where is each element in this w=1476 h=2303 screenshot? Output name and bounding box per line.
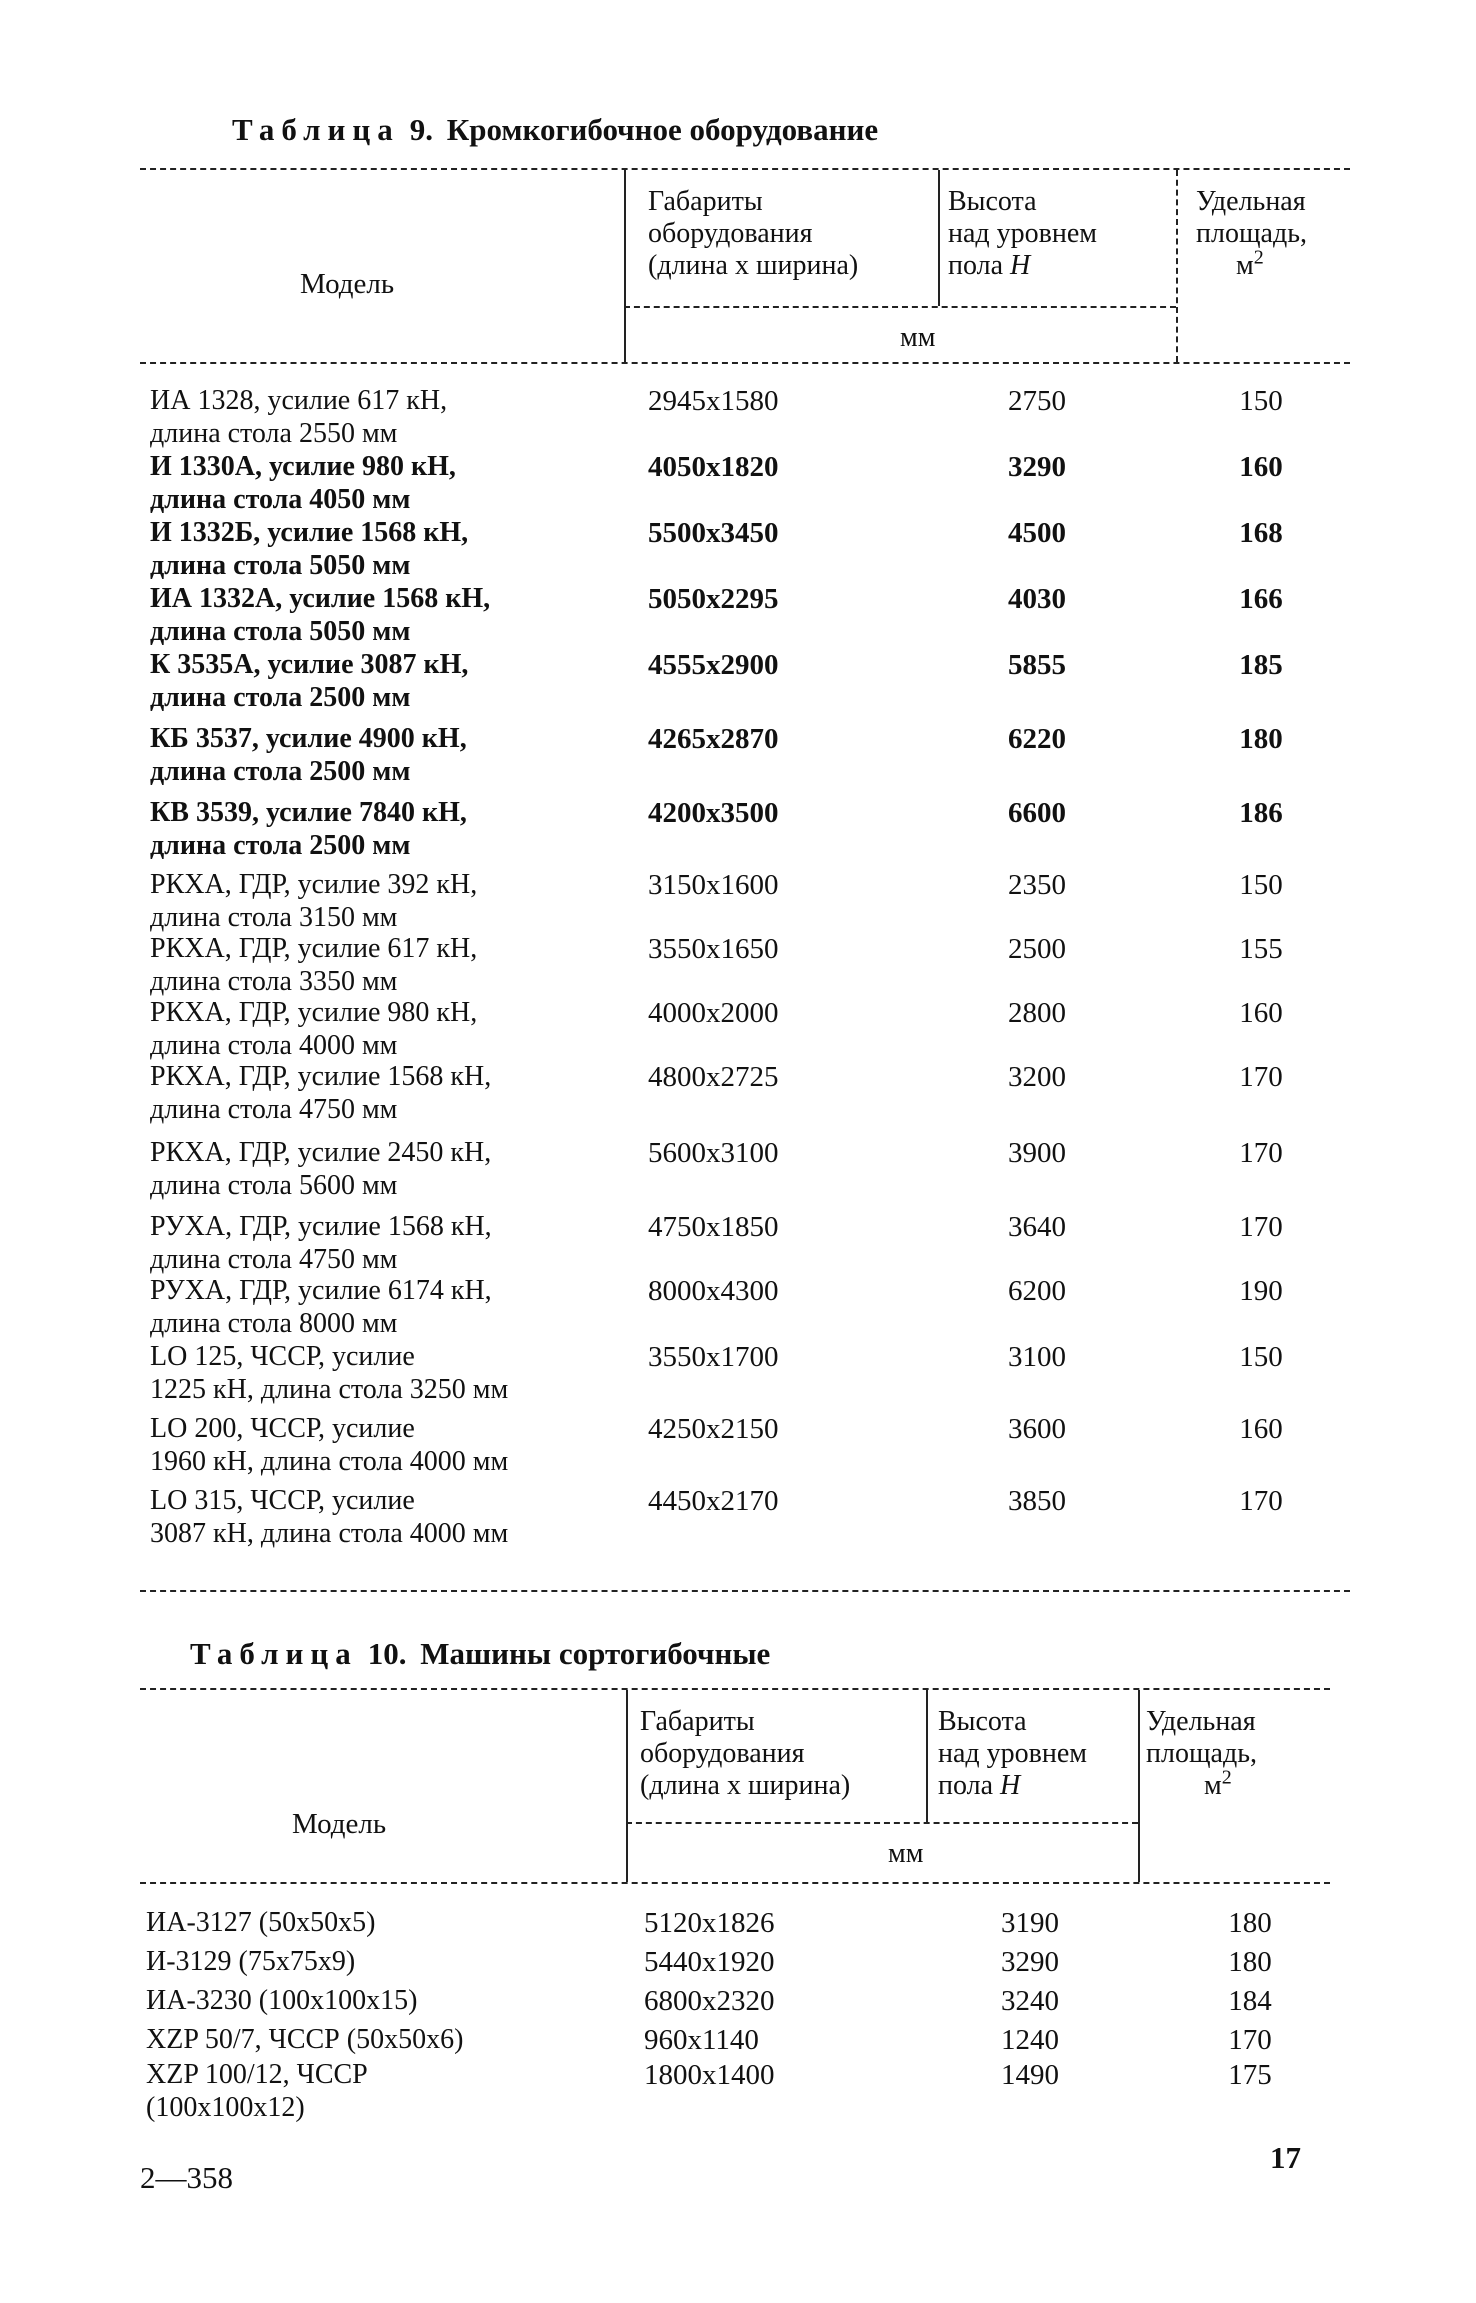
table9-row-14-dims: 8000х4300 [648, 1275, 779, 1307]
table9-row-13-model [150, 1210, 492, 1276]
table9-col-divider-2 [938, 170, 940, 306]
table9-row-2-model-line-2: длина стола 4050 мм [150, 484, 411, 515]
table9-row-2-model [150, 450, 456, 516]
table9-row-17-height: 3850 [1008, 1485, 1066, 1517]
table9-row-6-model-line-2: длина стола 2500 мм [150, 756, 411, 787]
table9-row-12-model [150, 1136, 491, 1202]
table9-row-17-area: 170 [1239, 1485, 1283, 1517]
table9-row-13-model-line-2: длина стола 4750 мм [150, 1244, 398, 1275]
table9-row-6-area: 180 [1239, 723, 1283, 755]
table10-row-2-model [146, 1945, 355, 1978]
table10-top-rule [140, 1688, 1330, 1690]
page-signature: 2—358 [140, 2160, 233, 2195]
table9-col-divider-3 [1176, 170, 1178, 362]
table9-row-3-height: 4500 [1008, 517, 1066, 549]
table9-row-3-model-line-1: И 1332Б, усилие 1568 кН, [150, 517, 469, 548]
table10-header-height-symbol: H [1000, 1770, 1021, 1801]
table9-row-12-dims: 5600х3100 [648, 1137, 779, 1169]
table9-row-5-model-line-1: К 3535А, усилие 3087 кН, [150, 649, 469, 680]
table9-header-height [948, 186, 1097, 282]
table9-row-4-model-line-1: ИА 1332А, усилие 1568 кН, [150, 583, 491, 614]
table9-header-dims-line3: (длина х ширина) [648, 250, 859, 281]
table9-row-14-model-line-1: РУХА, ГДР, усилие 6174 кН, [150, 1275, 492, 1306]
table9-row-16-model-line-2: 1960 кН, длина стола 4000 мм [150, 1446, 509, 1477]
table9-row-12-height: 3900 [1008, 1137, 1066, 1169]
table9-row-15-model-line-1: LO 125, ЧССР, усилие [150, 1341, 415, 1372]
table9-row-3-model-line-2: длина стола 5050 мм [150, 550, 411, 581]
table10-col-divider-2 [926, 1690, 928, 1822]
table9-row-16-model-line-1: LO 200, ЧССР, усилие [150, 1413, 415, 1444]
table9-row-16-area: 160 [1239, 1413, 1283, 1445]
table9-row-8-model-line-2: длина стола 3150 мм [150, 902, 398, 933]
table10-header-height-line2: над уровнем [938, 1738, 1088, 1769]
table10-header-units: мм [888, 1838, 924, 1869]
table9-row-9-dims: 3550х1650 [648, 933, 779, 965]
table10-header-dims-line1: Габариты [640, 1706, 755, 1737]
table10-header-area-line2: площадь, [1146, 1738, 1257, 1769]
table10-header-height-line1: Высота [938, 1706, 1027, 1737]
table9-row-6-model [150, 722, 467, 788]
table9-header-area-line2: площадь, [1196, 218, 1307, 249]
table9-row-1-model-line-2: длина стола 2550 мм [150, 418, 398, 449]
table10-header-area [1146, 1706, 1257, 1802]
table9-header-height-symbol: H [1010, 250, 1031, 281]
table9-row-8-area: 150 [1239, 869, 1283, 901]
table9-row-3-area: 168 [1239, 517, 1283, 549]
table9-header-dims-line1: Габариты [648, 186, 763, 217]
table10-header-model: Модель [292, 1808, 387, 1840]
table10-header-height-line3: пола [938, 1770, 1001, 1801]
table9-top-rule [140, 168, 1350, 170]
table9-row-15-model [150, 1340, 508, 1406]
table10-row-4-height: 1240 [1001, 2024, 1059, 2056]
table10-row-3-dims: 6800х2320 [644, 1985, 775, 2017]
table9-header-dims [648, 186, 858, 282]
table9-header-model: Модель [300, 268, 395, 300]
table10-header-height [938, 1706, 1087, 1802]
table9-row-1-dims: 2945х1580 [648, 385, 779, 417]
table9-row-4-area: 166 [1239, 583, 1283, 615]
table10-row-1-model-line-1: ИА-3127 (50х50х5) [146, 1907, 376, 1938]
table10-row-4-model [146, 2023, 463, 2056]
table9-row-8-dims: 3150х1600 [648, 869, 779, 901]
table9-row-10-dims: 4000х2000 [648, 997, 779, 1029]
table9-row-7-dims: 4200х3500 [648, 797, 779, 829]
table9-row-13-height: 3640 [1008, 1211, 1066, 1243]
table9-row-6-dims: 4265х2870 [648, 723, 779, 755]
table9-row-1-model [150, 384, 447, 450]
table9-row-11-dims: 4800х2725 [648, 1061, 779, 1093]
table9-row-11-model-line-2: длина стола 4750 мм [150, 1094, 398, 1125]
table10-row-5-height: 1490 [1001, 2059, 1059, 2091]
table10-header-dims-line2: оборудования [640, 1738, 805, 1769]
table10-col-divider-3 [1138, 1690, 1140, 1882]
table10-caption-word: Таблица [190, 1636, 358, 1671]
table9-row-16-model [150, 1412, 508, 1478]
table9-row-1-height: 2750 [1008, 385, 1066, 417]
table9-row-10-model-line-1: РКХА, ГДР, усилие 980 кН, [150, 997, 478, 1028]
table9-row-4-model-line-2: длина стола 5050 мм [150, 616, 411, 647]
table9-bottom-rule [140, 1590, 1350, 1592]
table10-caption-number: 10. [367, 1636, 407, 1671]
table9-caption-word: Таблица [232, 112, 400, 147]
table10-row-2-area: 180 [1228, 1946, 1272, 1978]
table9-row-2-dims: 4050х1820 [648, 451, 779, 483]
table9-row-3-dims: 5500х3450 [648, 517, 779, 549]
table9-units-rule [624, 306, 1176, 308]
table10-row-4-area: 170 [1228, 2024, 1272, 2056]
table10-header-area-line1: Удельная [1146, 1706, 1256, 1737]
table9-caption [232, 112, 878, 148]
table9-row-7-area: 186 [1239, 797, 1283, 829]
table10-row-5-model [146, 2058, 368, 2124]
table10-header-rule [140, 1882, 1330, 1884]
table9-row-17-model-line-2: 3087 кН, длина стола 4000 мм [150, 1518, 509, 1549]
table9-row-14-model [150, 1274, 492, 1340]
table9-row-8-model [150, 868, 477, 934]
table10-row-5-dims: 1800х1400 [644, 2059, 775, 2091]
table10-header-area-exp: 2 [1221, 1766, 1232, 1789]
table9-row-10-model-line-2: длина стола 4000 мм [150, 1030, 398, 1061]
table10-row-1-area: 180 [1228, 1907, 1272, 1939]
table9-row-9-model-line-1: РКХА, ГДР, усилие 617 кН, [150, 933, 478, 964]
table9-row-9-height: 2500 [1008, 933, 1066, 965]
table9-row-12-model-line-1: РКХА, ГДР, усилие 2450 кН, [150, 1137, 492, 1168]
table9-header-area [1196, 186, 1307, 282]
table9-row-7-height: 6600 [1008, 797, 1066, 829]
table9-row-5-height: 5855 [1008, 649, 1066, 681]
table9-row-8-height: 2350 [1008, 869, 1066, 901]
table9-row-1-model-line-1: ИА 1328, усилие 617 кН, [150, 385, 448, 416]
table9-row-7-model-line-2: длина стола 2500 мм [150, 830, 411, 861]
table9-row-2-area: 160 [1239, 451, 1283, 483]
table10-row-4-dims: 960х1140 [644, 2024, 759, 2056]
table9-header-height-line1: Высота [948, 186, 1037, 217]
table9-row-3-model [150, 516, 468, 582]
table9-header-rule [140, 362, 1350, 364]
table9-row-17-model [150, 1484, 508, 1550]
table10-row-3-area: 184 [1228, 1985, 1272, 2017]
table9-row-5-model [150, 648, 468, 714]
table10-row-3-height: 3240 [1001, 1985, 1059, 2017]
table9-row-16-height: 3600 [1008, 1413, 1066, 1445]
table9-row-6-height: 6220 [1008, 723, 1066, 755]
table9-row-7-model [150, 796, 467, 862]
table9-row-11-model-line-1: РКХА, ГДР, усилие 1568 кН, [150, 1061, 492, 1092]
table10-row-1-height: 3190 [1001, 1907, 1059, 1939]
table9-header-height-line3: пола [948, 250, 1011, 281]
table10-caption [190, 1636, 770, 1672]
table9-row-11-height: 3200 [1008, 1061, 1066, 1093]
table9-row-6-model-line-1: КБ 3537, усилие 4900 кН, [150, 723, 467, 754]
table9-row-1-area: 150 [1239, 385, 1283, 417]
table10-units-rule [626, 1822, 1138, 1824]
page-number: 17 [1270, 2140, 1301, 2175]
table9-row-8-model-line-1: РКХА, ГДР, усилие 392 кН, [150, 869, 478, 900]
table9-row-5-model-line-2: длина стола 2500 мм [150, 682, 411, 713]
table9-row-4-height: 4030 [1008, 583, 1066, 615]
table9-header-area-unit: м [1236, 250, 1254, 281]
table9-row-4-dims: 5050х2295 [648, 583, 779, 615]
table9-col-divider-1 [624, 170, 626, 362]
table10-row-2-model-line-1: И-3129 (75х75х9) [146, 1946, 356, 1977]
table9-caption-number: 9. [409, 112, 433, 147]
table9-row-15-dims: 3550х1700 [648, 1341, 779, 1373]
table9-row-16-dims: 4250х2150 [648, 1413, 779, 1445]
table9-row-15-area: 150 [1239, 1341, 1283, 1373]
table9-row-13-area: 170 [1239, 1211, 1283, 1243]
table9-row-17-dims: 4450х2170 [648, 1485, 779, 1517]
table10-row-1-model [146, 1906, 375, 1939]
table9-row-5-area: 185 [1239, 649, 1283, 681]
table10-row-4-model-line-1: XZP 50/7, ЧССР (50х50х6) [146, 2024, 464, 2055]
table9-row-5-dims: 4555х2900 [648, 649, 779, 681]
table9-row-13-model-line-1: РУХА, ГДР, усилие 1568 кН, [150, 1211, 492, 1242]
table10-row-2-height: 3290 [1001, 1946, 1059, 1978]
table10-col-divider-1 [626, 1690, 628, 1882]
table10-row-5-model-line-2: (100х100х12) [146, 2092, 305, 2123]
table9-row-14-area: 190 [1239, 1275, 1283, 1307]
table10-row-3-model-line-1: ИА-3230 (100х100х15) [146, 1985, 418, 2016]
table9-row-17-model-line-1: LO 315, ЧССР, усилие [150, 1485, 415, 1516]
table10-caption-title: Машины сортогибочные [420, 1636, 771, 1671]
table9-header-area-line1: Удельная [1196, 186, 1306, 217]
table9-row-10-model [150, 996, 477, 1062]
table10-header-dims-line3: (длина х ширина) [640, 1770, 851, 1801]
table9-row-9-area: 155 [1239, 933, 1283, 965]
table9-row-2-height: 3290 [1008, 451, 1066, 483]
table9-header-height-line2: над уровнем [948, 218, 1098, 249]
table10-header-dims [640, 1706, 850, 1802]
table9-header-units: мм [900, 322, 936, 353]
table9-row-10-height: 2800 [1008, 997, 1066, 1029]
table9-caption-title: Кромкогибочное оборудование [446, 112, 879, 147]
table9-row-14-model-line-2: длина стола 8000 мм [150, 1308, 398, 1339]
table10-row-1-dims: 5120х1826 [644, 1907, 775, 1939]
table9-row-9-model-line-2: длина стола 3350 мм [150, 966, 398, 997]
table9-header-dims-line2: оборудования [648, 218, 813, 249]
table10-row-3-model [146, 1984, 417, 2017]
table10-header-area-unit: м [1204, 1770, 1222, 1801]
table10-row-5-area: 175 [1228, 2059, 1272, 2091]
table9-row-13-dims: 4750х1850 [648, 1211, 779, 1243]
table9-row-15-model-line-2: 1225 кН, длина стола 3250 мм [150, 1374, 509, 1405]
table9-row-7-model-line-1: КВ 3539, усилие 7840 кН, [150, 797, 467, 828]
table9-row-4-model [150, 582, 490, 648]
table9-row-14-height: 6200 [1008, 1275, 1066, 1307]
table9-row-11-model [150, 1060, 491, 1126]
table10-row-2-dims: 5440х1920 [644, 1946, 775, 1978]
table9-row-11-area: 170 [1239, 1061, 1283, 1093]
table9-row-10-area: 160 [1239, 997, 1283, 1029]
table9-row-12-area: 170 [1239, 1137, 1283, 1169]
table9-row-15-height: 3100 [1008, 1341, 1066, 1373]
table9-row-2-model-line-1: И 1330А, усилие 980 кН, [150, 451, 456, 482]
table9-row-9-model [150, 932, 477, 998]
table10-row-5-model-line-1: XZP 100/12, ЧССР [146, 2059, 368, 2090]
table9-header-area-exp: 2 [1253, 246, 1264, 269]
table9-row-12-model-line-2: длина стола 5600 мм [150, 1170, 398, 1201]
